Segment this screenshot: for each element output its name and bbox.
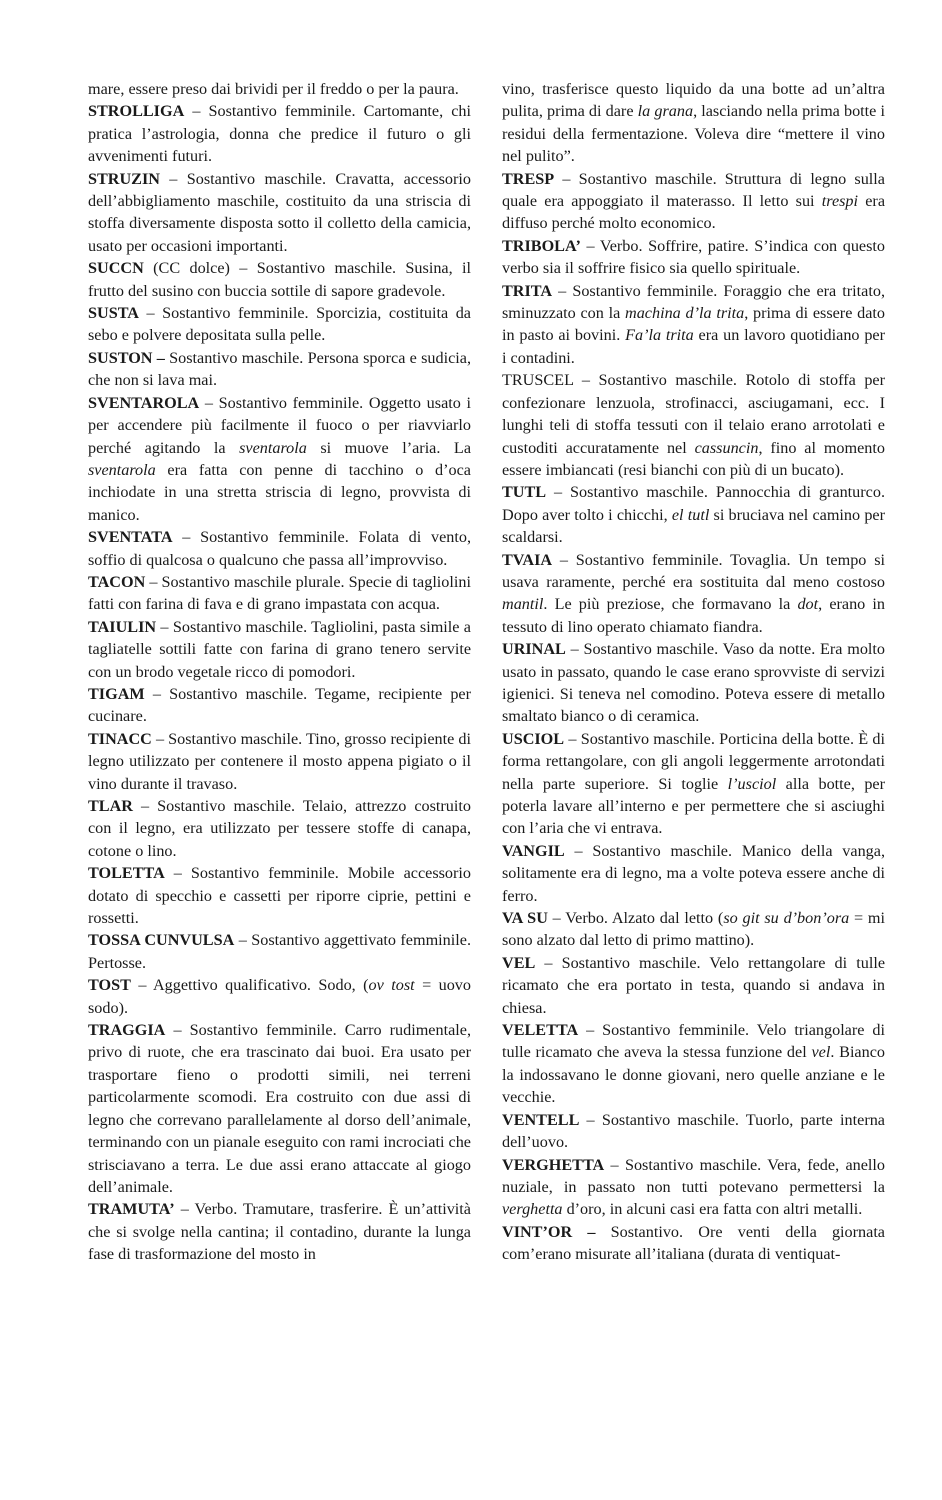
entry-term: TRAGGIA [88, 1021, 166, 1040]
entry-term: TRIBOLA’ [502, 236, 581, 255]
italic-text: el tutl [671, 505, 710, 524]
entry-term: SVENTAROLA [88, 393, 200, 412]
entry-term: TRITA [502, 281, 553, 300]
italic-text: dot [797, 595, 819, 614]
dictionary-entry [502, 235, 885, 280]
definition-text: – Sostantivo femminile. Cartomante, chi pratica l’astrologia, donna che predice il futuro o gli avvenimenti futuri. [88, 102, 471, 166]
definition-text: Sostantivo maschile. Persona sporca e sudicia, che non si lava mai. [88, 348, 472, 390]
definition-text: – Sostantivo femminile. Mobile accessorio dotato di specchio e cassetti per riporre ciprie, pettini e rossetti. [88, 864, 471, 928]
dictionary-entry [502, 907, 885, 952]
definition-text: = mi sono alzato dal letto di primo mattino). [502, 909, 886, 950]
entry-term: TOLETTA [88, 864, 165, 883]
definition-text: – Sostantivo maschile. Vera, fede, anello nuziale, in passato non tutti potevano permettersi la [502, 1155, 885, 1196]
entry-term: TRESP [502, 169, 555, 188]
entry-term: TACON [88, 572, 146, 591]
dictionary-entry [502, 840, 885, 907]
definition-text: – Sostantivo femminile. Oggetto usato i per accendere più facilmente il fuoco o per riavviarlo perché agitando la [88, 393, 471, 457]
entry-term: VINT’OR – [502, 1222, 596, 1241]
entry-term: SUSTON – [88, 348, 165, 367]
definition-text: – Sostantivo femminile. Folata di vento, soffio di qualcosa o qualcuno che passa all’improvviso. [88, 528, 471, 569]
definition-text: alla botte, per poterla lavare all’interno e per permettere che si asciughi con l’aria che vi entrava. [502, 774, 886, 838]
definition-text: – Sostantivo femminile. Sporcizia, costituita da sebo e polvere depositata sulla pelle. [88, 304, 471, 345]
italic-text: l’usciol [727, 774, 777, 793]
entry-term: SUCCN [88, 259, 144, 278]
definition-text: – Sostantivo femminile. Velo triangolare di tulle ricamato che aveva la stessa funzione del [502, 1021, 885, 1062]
definition-text: – Verbo. Alzato dal letto ( [547, 909, 724, 928]
dictionary-entry [502, 481, 885, 548]
definition-text: – Sostantivo maschile. Tuorlo, parte interna dell’uovo. [502, 1110, 885, 1152]
definition-text: era un lavoro quotidiano per i contadini. [502, 326, 885, 367]
entry-term: VELETTA [502, 1021, 579, 1040]
entry-term: TOST [88, 976, 131, 995]
italic-text: machina d’la trita [625, 304, 745, 323]
definition-text: – Verbo. Tramutare, trasferire. È un’attività che si svolge nella cantina; il contadino, durante la lunga fase di trasformazione del mosto in [88, 1200, 471, 1264]
entry-term: TINACC [88, 729, 152, 748]
dictionary-entry [88, 302, 471, 347]
entry-term: TLAR [88, 797, 133, 815]
dictionary-entry [88, 347, 471, 392]
dictionary-entry [88, 974, 471, 1019]
right-column [502, 78, 885, 1266]
definition-text: – Sostantivo maschile. Vaso da notte. Era molto usato in passato, quando le case erano sprovviste di servizi igienici. Si teneva nel comodino. Poteva essere di metallo smaltato bianco o di ceramica. [502, 640, 885, 726]
definition-text: d’oro, in alcuni casi era fatta con altri metalli. [562, 1200, 863, 1219]
definition-text: era diffuso perché molto economico. [502, 192, 886, 233]
definition-text: – Sostantivo maschile. Tino, grosso recipiente di legno utilizzato per contenere il mosto appena pigiato o il vino durante il travaso. [88, 729, 471, 793]
dictionary-entry [502, 952, 885, 1019]
entry-term: VA SU [502, 909, 548, 928]
entry-term: VANGIL [502, 841, 565, 860]
entry-term: TRAMUTA’ [88, 1200, 175, 1219]
italic-text: so git su d’bon’ora [723, 909, 850, 928]
dictionary-entry [502, 549, 885, 639]
dictionary-entry [88, 795, 471, 862]
definition-text: si muove l’aria. La [306, 438, 471, 457]
entry-term: TVAIA [502, 550, 553, 569]
definition-text: – Sostantivo maschile. Pannocchia di granturco. Dopo aver tolto i chicchi, [502, 483, 885, 524]
definition-text: vino, trasferisce questo liquido da una botte ad un’altra pulita, prima di dare [502, 80, 885, 121]
entry-term: URINAL [502, 640, 566, 659]
definition-text: – Sostantivo maschile. Tegame, recipiente per cucinare. [88, 684, 471, 726]
left-column [88, 78, 471, 1266]
dictionary-entry [88, 1198, 471, 1265]
entry-term: TOSSA CUNVULSA [88, 931, 235, 950]
entry-term: SUSTA [88, 304, 139, 323]
entry-term: TIGAM [88, 684, 145, 703]
definition-text: , prima di essere dato in pasto ai bovini. [502, 304, 886, 345]
italic-text: vel [811, 1043, 831, 1062]
definition-text: si bruciava nel camino per scaldarsi. [502, 505, 885, 547]
definition-text: , fino al momento essere imbiancati (resi bianchi con più di un bucato). [502, 438, 885, 479]
dictionary-entry [88, 100, 471, 167]
definition-text: Sostantivo. Ore venti della giornata com’erano misurate all’italiana (durata di ventiquat- [502, 1222, 885, 1264]
dictionary-entry [502, 728, 885, 840]
definition-text: = uovo sodo). [88, 976, 471, 1017]
italic-text: cassuncin [694, 438, 759, 457]
dictionary-entry [502, 638, 885, 728]
entry-term: VERGHETTA [502, 1155, 605, 1174]
italic-text: sventarola [239, 438, 307, 457]
definition-text: , lasciando nella prima botte i residui della fermentazione. Voleva dire “mettere il vino nel pulito”. [502, 102, 885, 166]
definition-text: – Verbo. Soffrire, patire. S’indica con questo verbo sia il soffrire fisico sia quello spirituale. [502, 236, 885, 278]
definition-text: – Sostantivo femminile. Carro rudimentale, privo di ruote, che era trascinato dai buoi. Era usato per trasportare fieno o prodotti simili, nei terreni particolarmente scomodi. Era costruito con due assi di legno che correvano parallelamente al dorso dell’animale, terminando con un pianale eseguito con rami incrociati che strisciavano a terra. Le due assi erano attaccate al giogo dell’animale. [88, 1021, 471, 1196]
entry-term: TRUSCEL [502, 371, 574, 390]
dictionary-entry [88, 526, 471, 571]
definition-text: era fatta con penne di tacchino o d’oca inchiodate in una stretta striscia di legno, provvista di manico. [88, 460, 471, 524]
lead-text [502, 78, 885, 168]
dictionary-entry [88, 392, 471, 526]
definition-text: . Le più preziose, che formavano la [543, 595, 798, 614]
definition-text: – Sostantivo maschile. Porticina della botte. È di forma rettangolare, con gli angoli leggermente arrotondati nella parte superiore. Si toglie [502, 729, 885, 793]
dictionary-entry [502, 1221, 885, 1266]
entry-term: STRUZIN [88, 169, 160, 188]
definition-text: , erano in tessuto di lino operato chiamato fiandra. [502, 595, 885, 636]
italic-text: verghetta [502, 1200, 563, 1219]
definition-text: – Sostantivo maschile. Rotolo di stoffa per confezionare lenzuola, strofinacci, asciugamani, ecc. I lunghi teli di stoffa tessuti con il telaio erano arrotolati e custoditi accuratamente nel [502, 371, 885, 457]
dictionary-entry [88, 168, 471, 258]
dictionary-entry [88, 1019, 471, 1198]
dictionary-entry [88, 616, 471, 683]
dictionary-entry [88, 929, 471, 974]
definition-text: – Sostantivo aggettivato femminile. Pertosse. [88, 931, 471, 972]
definition-text: – Sostantivo femminile. Tovaglia. Un tempo si usava raramente, perché era sostituita dal meno costoso [502, 550, 885, 591]
dictionary-entry [88, 728, 471, 795]
dictionary-entry [502, 1109, 885, 1154]
definition-text: – Sostantivo maschile. Telaio, attrezzo costruito con il legno, era utilizzato per tessere stoffe di canapa, cotone o lino. [88, 797, 471, 860]
dictionary-entry [502, 168, 885, 235]
entry-term: VENTELL [502, 1110, 580, 1129]
dictionary-entry [88, 683, 471, 728]
definition-text: – Sostantivo femminile. Foraggio che era tritato, sminuzzato con la [502, 281, 885, 323]
italic-text: mantil [502, 595, 544, 614]
definition-text: . Bianco la indossavano le donne giovani, nero quelle anziane e le vecchie. [502, 1043, 885, 1107]
dictionary-entry [502, 369, 885, 481]
dictionary-entry [88, 862, 471, 929]
definition-text: (CC dolce) – Sostantivo maschile. Susina, il frutto del susino con buccia sottile di sapore gradevole. [88, 259, 471, 300]
definition-text: – Sostantivo maschile. Tagliolini, pasta simile a tagliatelle sottili fatte con farina di grano tenero servite con un brodo vegetale ricco di pomodori. [88, 617, 471, 681]
italic-text: sventarola [88, 460, 156, 479]
definition-text: – Sostantivo maschile. Velo rettangolare di tulle ricamato che era portato in testa, quando si andava in chiesa. [502, 953, 885, 1017]
entry-term: SVENTATA [88, 528, 173, 547]
definition-text: – Sostantivo maschile plurale. Specie di tagliolini fatti con farina di fava e di grano impastata con acqua. [88, 572, 471, 614]
italic-text: ov tost [368, 976, 415, 995]
italic-text: la grana [637, 102, 694, 121]
dictionary-entry [502, 1019, 885, 1109]
dictionary-entry [88, 257, 471, 302]
definition-text: – Sostantivo maschile. Cravatta, accessorio dell’abbigliamento maschile, costituito da una striscia di stoffa diversamente disposta sotto il colletto della camicia, usato per occasioni importanti. [88, 169, 471, 255]
definition-text: – Sostantivo maschile. Struttura di legno sulla quale era appoggiato il materasso. Il letto sui [502, 169, 885, 211]
entry-term: USCIOL [502, 729, 565, 748]
dictionary-entry [502, 280, 885, 370]
lead-text: mare, essere preso dai brividi per il freddo o per la paura. [88, 80, 459, 98]
italic-text: trespi [821, 192, 859, 211]
entry-term: STROLLIGA [88, 102, 185, 121]
entry-term: VEL [502, 953, 536, 972]
dictionary-entry [502, 1154, 885, 1221]
entry-term: TUTL [502, 483, 547, 502]
italic-text: Fa’la trita [625, 326, 694, 345]
dictionary-entry [88, 571, 471, 616]
definition-text: – Sostantivo maschile. Manico della vanga, solitamente era di legno, ma a volte poteva essere anche di ferro. [502, 841, 885, 905]
entry-term: TAIULIN [88, 617, 157, 636]
definition-text: – Aggettivo qualificativo. Sodo, ( [130, 976, 369, 995]
